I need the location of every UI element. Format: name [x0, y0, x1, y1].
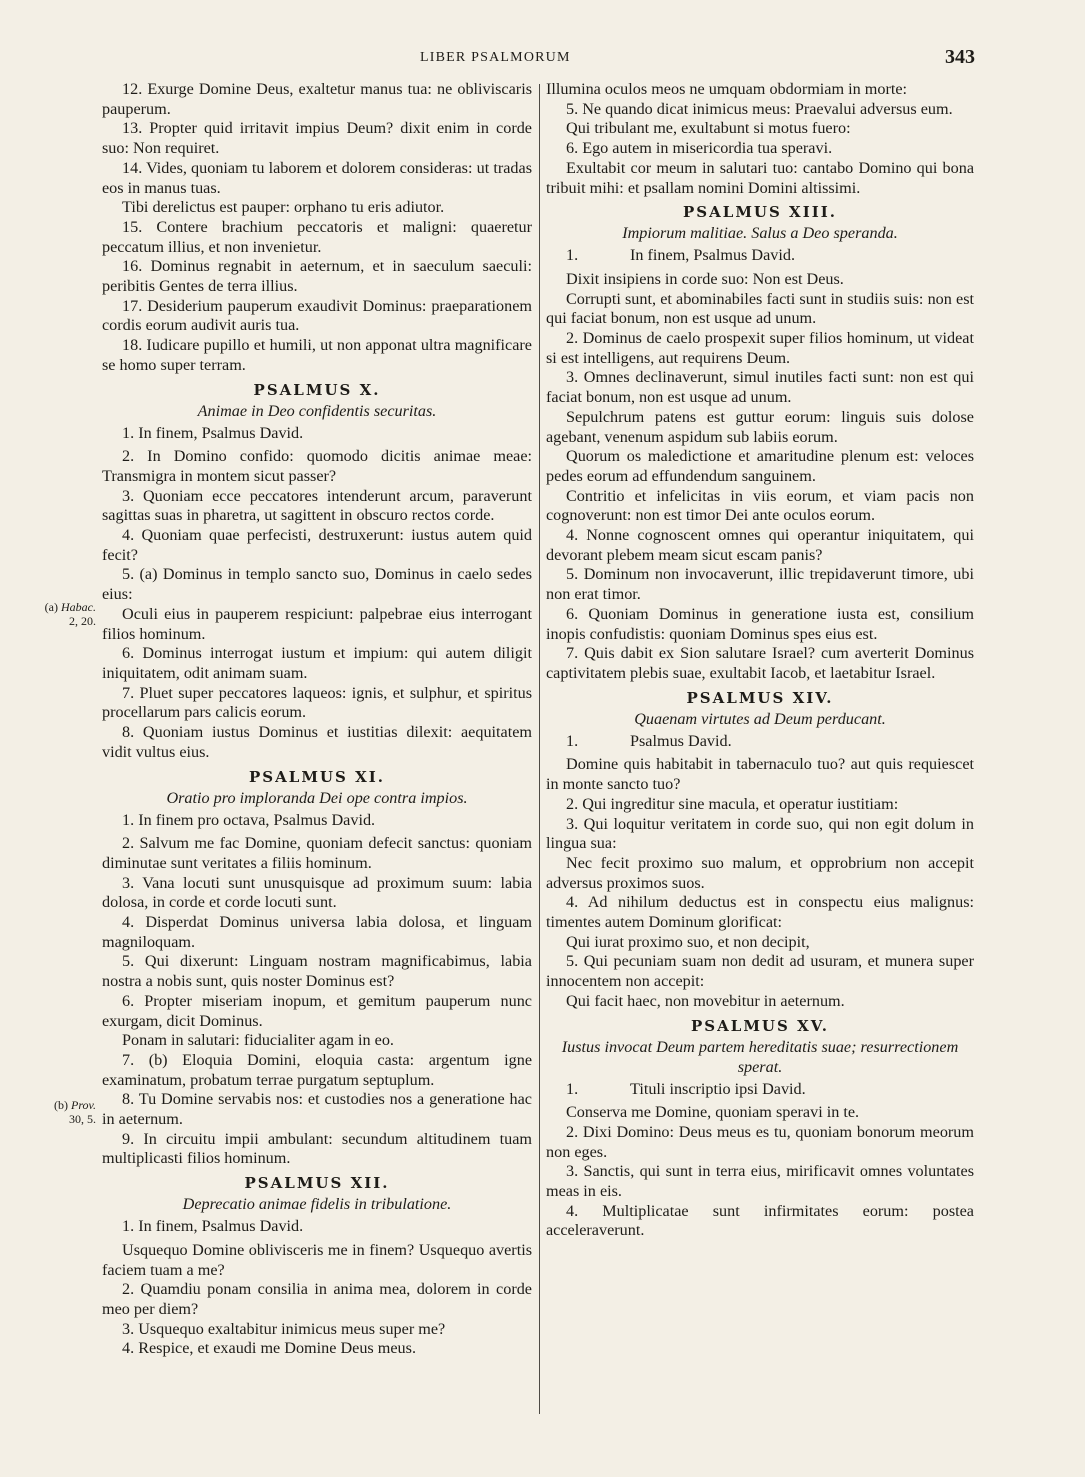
verse-continuation: Illumina oculos meos ne umquam obdormiam in morte: — [546, 80, 908, 98]
verse: 7. Pluet super peccatores laqueos: ignis, et sulphur, et spiritus procellarum pars calicis eorum. — [102, 683, 532, 722]
verse: 6. Quoniam Dominus in generatione iusta est, consilium inopis confudistis: quoniam Dominus spes eius est. — [546, 604, 974, 643]
verse: 2. Dixi Domino: Deus meus es tu, quoniam bonorum meorum non eges. — [546, 1122, 974, 1161]
psalm-subtitle: Quaenam virtutes ad Deum perducant. — [634, 709, 886, 728]
verse-clause: Nec fecit proximo suo malum, et opprobrium non accepit adversus proximos suos. — [546, 853, 974, 892]
verse-clause: Domine quis habitabit in tabernaculo tuo? aut quis requiescet in monte sancto tuo? — [546, 755, 974, 794]
left-column — [102, 80, 532, 1359]
verse: 5. Qui pecuniam suam non dedit ad usuram, et munera super innocentem non accepit: — [546, 952, 974, 991]
verse: 12. Exurge Domine Deus, exaltetur manus tua: ne obliviscaris pauperum. — [102, 80, 532, 118]
verse: 4. Respice, et exaudi me Domine Deus meus. — [122, 1339, 416, 1358]
marginal-note-b — [10, 1098, 96, 1126]
verse: 6. Dominus interrogat iustum et impium: qui autem diligit iniquitatem, odit animam suam. — [102, 644, 532, 682]
psalm-title-verse: 1. In finem, Psalmus David. — [122, 1217, 304, 1236]
verse: 2. Qui ingreditur sine macula, et operatur iustitiam: — [566, 794, 899, 813]
verse-clause: Exultabit cor meum in salutari tuo: cantabo Domino qui bona tribuit mihi: et psallam nomini Domini altissimi. — [546, 158, 974, 197]
marginal-note-label: (a) — [44, 600, 58, 614]
psalm-subtitle: Impiorum malitiae. Salus a Deo speranda. — [622, 224, 898, 243]
verse: 13. Propter quid irritavit impius Deum? dixit enim in corde suo: Non requiret. — [102, 119, 532, 158]
verse: 4. Nonne cognoscent omnes qui operantur iniquitatem, qui devorant plebem meam sicut escam panis? — [546, 526, 974, 564]
verse: 16. Dominus regnabit in aeternum, et in saeculum saeculi: peribitis Gentes de terra illius. — [102, 257, 532, 296]
psalm-heading: PSALMUS XV. — [691, 1016, 829, 1035]
verse: 3. Qui loquitur veritatem in corde suo, qui non egit dolum in lingua sua: — [546, 814, 974, 853]
verse: 5. Qui dixerunt: Linguam nostram magnificabimus, labia nostra a nobis sunt, quis noster Dominus est? — [102, 952, 532, 991]
verse-clause: Oculi eius in pauperem respiciunt: palpebrae eius interrogant filios hominum. — [102, 604, 532, 643]
running-head: LIBER PSALMORUM — [420, 50, 571, 65]
verse-text: Tituli inscriptio ipsi David. — [630, 1079, 806, 1098]
verse-clause: Quorum os maledictione et amaritudine plenum est: veloces pedes eorum ad effundendum sanguinem. — [546, 447, 974, 485]
marginal-note-ref: Prov. — [71, 1098, 96, 1112]
verse-clause: Ponam in salutari: fiducialiter agam in eo. — [122, 1031, 394, 1050]
psalm-title-verse — [546, 732, 974, 752]
psalm-heading: PSALMUS XIII. — [683, 203, 837, 222]
verse-text: Psalmus David. — [630, 731, 732, 750]
verse: 8. Tu Domine servabis nos: et custodies nos a generatione hac in aeternum. — [102, 1090, 532, 1129]
verse-text: In finem, Psalmus David. — [630, 246, 796, 265]
verse-clause: Qui tribulant me, exultabunt si motus fuero: — [566, 119, 851, 138]
verse: 3. Vana locuti sunt unusquisque ad proximum suum: labia dolosa, in corde et corde locuti sunt. — [102, 873, 532, 912]
psalm-title-verse — [546, 1080, 974, 1100]
verse-clause: Dixit insipiens in corde suo: Non est Deus. — [566, 269, 844, 288]
verse: 4. Disperdat Dominus universa labia dolosa, et linguam magniloquam. — [102, 913, 532, 951]
psalm-subtitle: Iustus invocat Deum partem hereditatis suae; resurrectionem sperat. — [561, 1037, 959, 1076]
column-divider — [539, 84, 540, 1414]
verse: 3. Quoniam ecce peccatores intenderunt arcum, paraverunt sagittas suas in pharetra, ut sagittent in obscuro rectos corde. — [102, 486, 532, 525]
verse: 14. Vides, quoniam tu laborem et dolorem consideras: ut tradas eos in manus tuas. — [102, 158, 532, 197]
verse: 3. Usquequo exaltabitur inimicus meus super me? — [122, 1319, 446, 1338]
verse: 5. Dominum non invocaverunt, illic trepidaverunt timore, ubi non erat timor. — [546, 565, 974, 604]
marginal-note-ref: Habac. — [61, 600, 96, 614]
verse: 9. In circuitu impii ambulant: secundum altitudinem tuam multiplicasti filios hominum. — [102, 1129, 532, 1168]
verse: 2. Quamdiu ponam consilia in anima mea, dolorem in corde meo per diem? — [102, 1280, 532, 1318]
verse-number: 1. — [566, 1079, 579, 1098]
verse: 18. Iudicare pupillo et humili, ut non apponat ultra magnificare se homo super terram. — [102, 336, 532, 374]
verse-clause: Qui iurat proximo suo, et non decipit, — [566, 932, 810, 951]
verse: 2. Salvum me fac Domine, quoniam defecit sanctus: quoniam diminutae sunt veritates a filiis hominum. — [102, 834, 532, 872]
psalm-heading: PSALMUS X. — [253, 380, 381, 399]
psalm-heading: PSALMUS XII. — [244, 1174, 390, 1193]
verse-clause: Tibi derelictus est pauper: orphano tu eris adiutor. — [122, 198, 445, 217]
marginal-note-loc: 30, 5. — [69, 1112, 96, 1126]
verse-clause: Corrupti sunt, et abominabiles facti sunt in studiis suis: non est qui faciat bonum, non est usque ad unum. — [546, 289, 974, 328]
verse: 7. (b) Eloquia Domini, eloquia casta: argentum igne examinatum, probatum terrae purgatum septuplum. — [102, 1050, 532, 1089]
psalm-subtitle: Deprecatio animae fidelis in tribulatione. — [182, 1195, 452, 1214]
verse-clause: Sepulchrum patens est guttur eorum: linguis suis dolose agebant, venenum aspidum sub labiis eorum. — [546, 407, 974, 446]
verse-number: 1. — [566, 731, 579, 750]
marginal-note-label: (b) — [54, 1098, 68, 1112]
verse: 4. Quoniam quae perfecisti, destruxerunt: iustus autem quid fecit? — [102, 526, 532, 564]
marginal-note-a — [10, 600, 96, 628]
marginal-note-loc: 2, 20. — [69, 614, 96, 628]
verse: 7. Quis dabit ex Sion salutare Israel? cum averterit Dominus captivitatem plebis suae, exultabit Iacob, et laetabitur Israel. — [546, 644, 974, 682]
verse: 2. Dominus de caelo prospexit super filios hominum, ut videat si est intelligens, aut requirens Deum. — [546, 329, 974, 367]
psalm-heading: PSALMUS XI. — [249, 767, 385, 786]
psalm-subtitle: Animae in Deo confidentis securitas. — [197, 401, 437, 420]
psalm-subtitle: Oratio pro imploranda Dei ope contra impios. — [166, 788, 468, 807]
right-column — [546, 80, 974, 1241]
verse: 6. Ego autem in misericordia tua speravi. — [566, 139, 833, 158]
verse-clause: Conserva me Domine, quoniam speravi in te. — [566, 1103, 860, 1122]
psalm-title-verse: 1. In finem, Psalmus David. — [122, 423, 304, 442]
verse: 8. Quoniam iustus Dominus et iustitias dilexit: aequitatem vidit vultus eius. — [102, 723, 532, 761]
verse: 3. Sanctis, qui sunt in terra eius, mirificavit omnes voluntates meas in eis. — [546, 1162, 974, 1201]
verse-clause: Contritio et infelicitas in viis eorum, et viam pacis non cognoverunt: non est timor Dei ante oculos eorum. — [546, 486, 974, 525]
psalm-heading: PSALMUS XIV. — [686, 688, 834, 707]
verse-clause: Qui facit haec, non movebitur in aeternum. — [566, 991, 845, 1010]
verse-number: 1. — [566, 246, 579, 265]
verse: 5. Ne quando dicat inimicus meus: Praevalui adversus eum. — [566, 99, 953, 118]
psalm-title-verse: 1. In finem pro octava, Psalmus David. — [122, 810, 376, 829]
verse: 4. Multiplicatae sunt infirmitates eorum: postea acceleraverunt. — [546, 1201, 974, 1240]
verse: 5. (a) Dominus in templo sancto suo, Dominus in caelo sedes eius: — [102, 565, 532, 604]
page-number: 343 — [945, 46, 975, 68]
verse: 15. Contere brachium peccatoris et maligni: quaeretur peccatum illius, et non invenietur. — [102, 217, 532, 256]
verse: 3. Omnes declinaverunt, simul inutiles facti sunt: non est qui faciat bonum, non est usque ad unum. — [546, 368, 974, 407]
verse: 2. In Domino confido: quomodo dicitis animae meae: Transmigra in montem sicut passer? — [102, 447, 532, 485]
verse: 6. Propter miseriam inopum, et gemitum pauperum nunc exurgam, dicit Dominus. — [102, 991, 532, 1030]
psalm-title-verse — [546, 246, 974, 266]
verse: 17. Desiderium pauperum exaudivit Dominus: praeparationem cordis eorum audivit auris tua. — [102, 296, 532, 335]
verse-clause: Usquequo Domine oblivisceris me in finem? Usquequo avertis faciem tuam a me? — [102, 1240, 532, 1279]
verse: 4. Ad nihilum deductus est in conspectu eius malignus: timentes autem Dominum glorificat: — [546, 893, 974, 932]
